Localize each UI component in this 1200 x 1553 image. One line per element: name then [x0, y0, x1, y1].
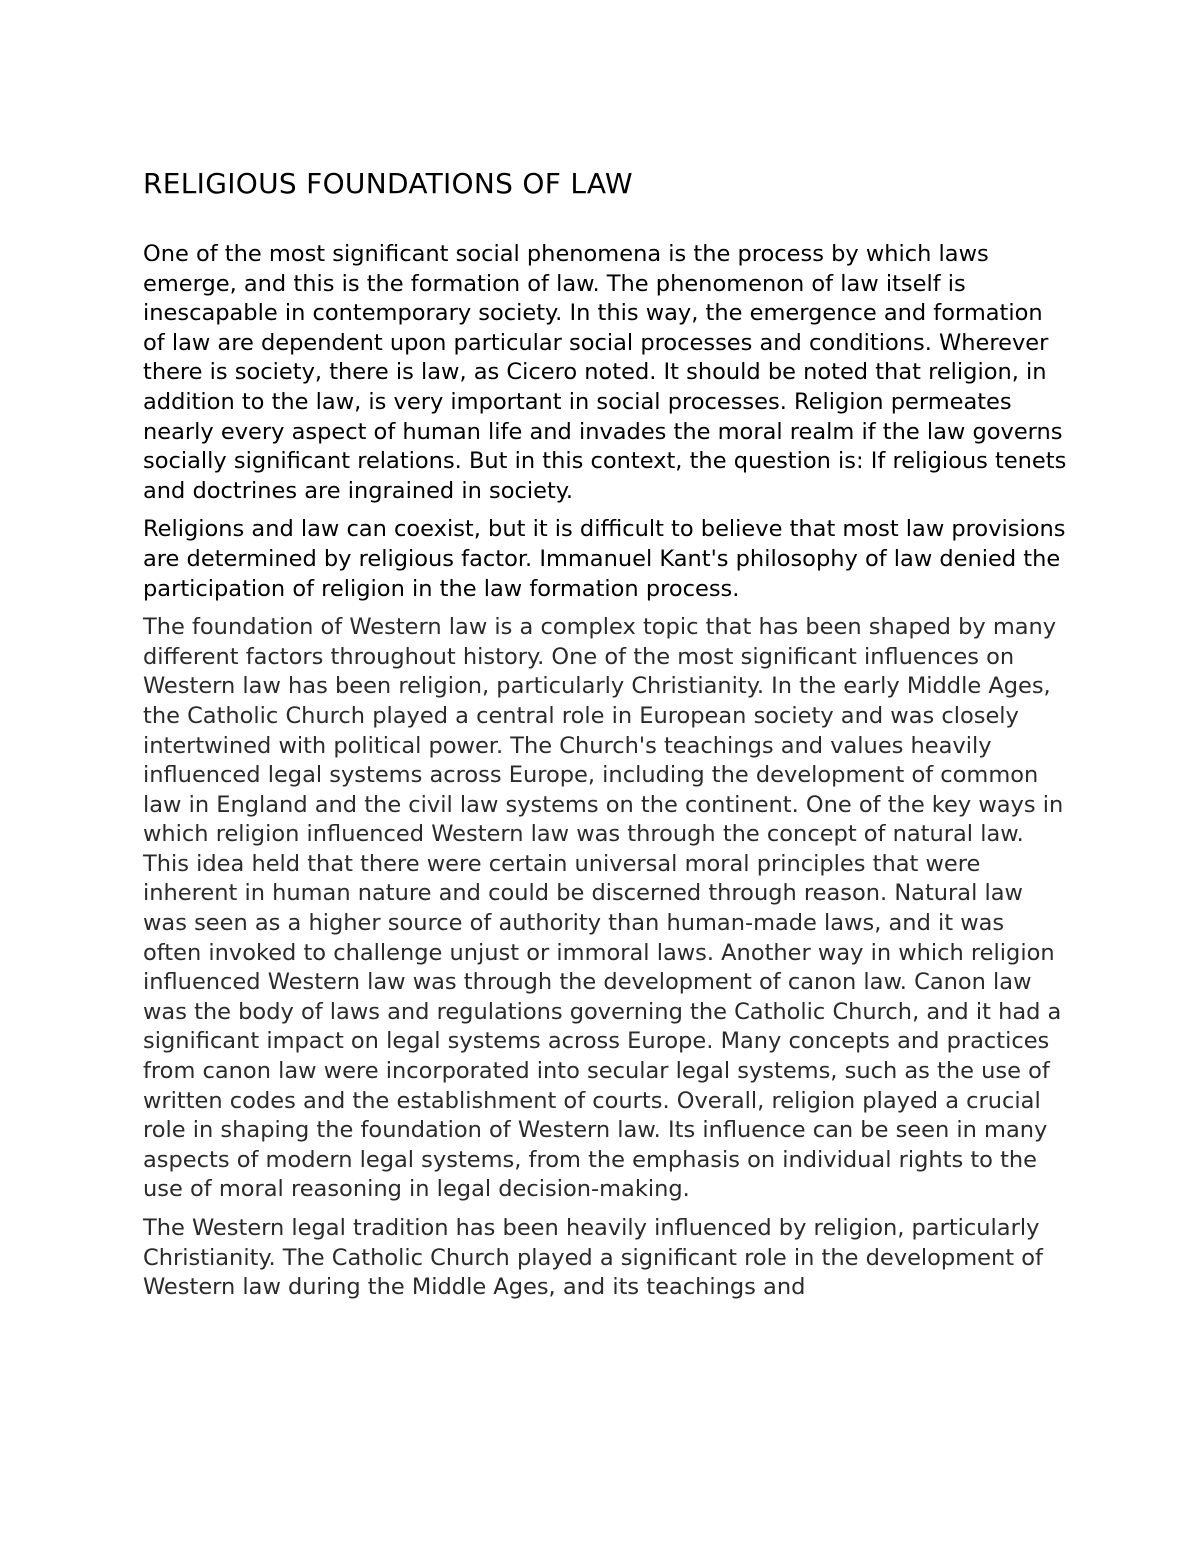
paragraph-1: One of the most significant social phenomena is the process by which laws emerge, and this is the formation of law. The phenomenon of law itself is inescapable in contemporary society. In this way, the emergence and formation of law are dependent upon particular social processes and conditions. Wherever there is society, there is law, as Cicero noted. It should be noted that religion, in addition to the law, is very important in social processes. Religion permeates nearly every aspect of human life and invades the moral realm if the law governs socially significant relations. But in this context, the question is: If religious tenets and doctrines are ingrained in society. — [143, 241, 1067, 504]
document-title: RELIGIOUS FOUNDATIONS OF LAW — [143, 167, 633, 200]
paragraph-3: The foundation of Western law is a complex topic that has been shaped by many different factors throughout history. One of the most significant influences on Western law has been religion, particularly Christianity. In the early Middle Ages, the Catholic Church played a central role in European society and was closely intertwined with political power. The Church's teachings and values heavily influenced legal systems across Europe, including the development of common law in England and the civil law systems on the continent. One of the key ways in which religion influenced Western law was through the concept of natural law. This idea held that there were certain universal moral principles that were inherent in human nature and could be discerned through reason. Natural law was seen as a higher source of authority than human-made laws, and it was often invoked to challenge unjust or immoral laws. Another way in which religion influenced Western law was through the development of canon law. Canon law was the body of laws and regulations governing the Catholic Church, and it had a significant impact on legal systems across Europe. Many concepts and practices from canon law were incorporated into secular legal systems, such as the use of written codes and the establishment of courts. Overall, religion played a crucial role in shaping the foundation of Western law. Its influence can be seen in many aspects of modern legal systems, from the emphasis on individual rights to the use of moral reasoning in legal decision-making. — [143, 614, 1064, 1203]
document-page — [143, 166, 1068, 1312]
paragraph-2: Religions and law can coexist, but it is difficult to believe that most law provisions are determined by religious factor. Immanuel Kant's philosophy of law denied the participation of religion in the law formation process. — [143, 516, 1066, 602]
paragraph-4: The Western legal tradition has been heavily influenced by religion, particularly Christianity. The Catholic Church played a significant role in the development of Western law during the Middle Ages, and its teachings and — [143, 1215, 1043, 1301]
